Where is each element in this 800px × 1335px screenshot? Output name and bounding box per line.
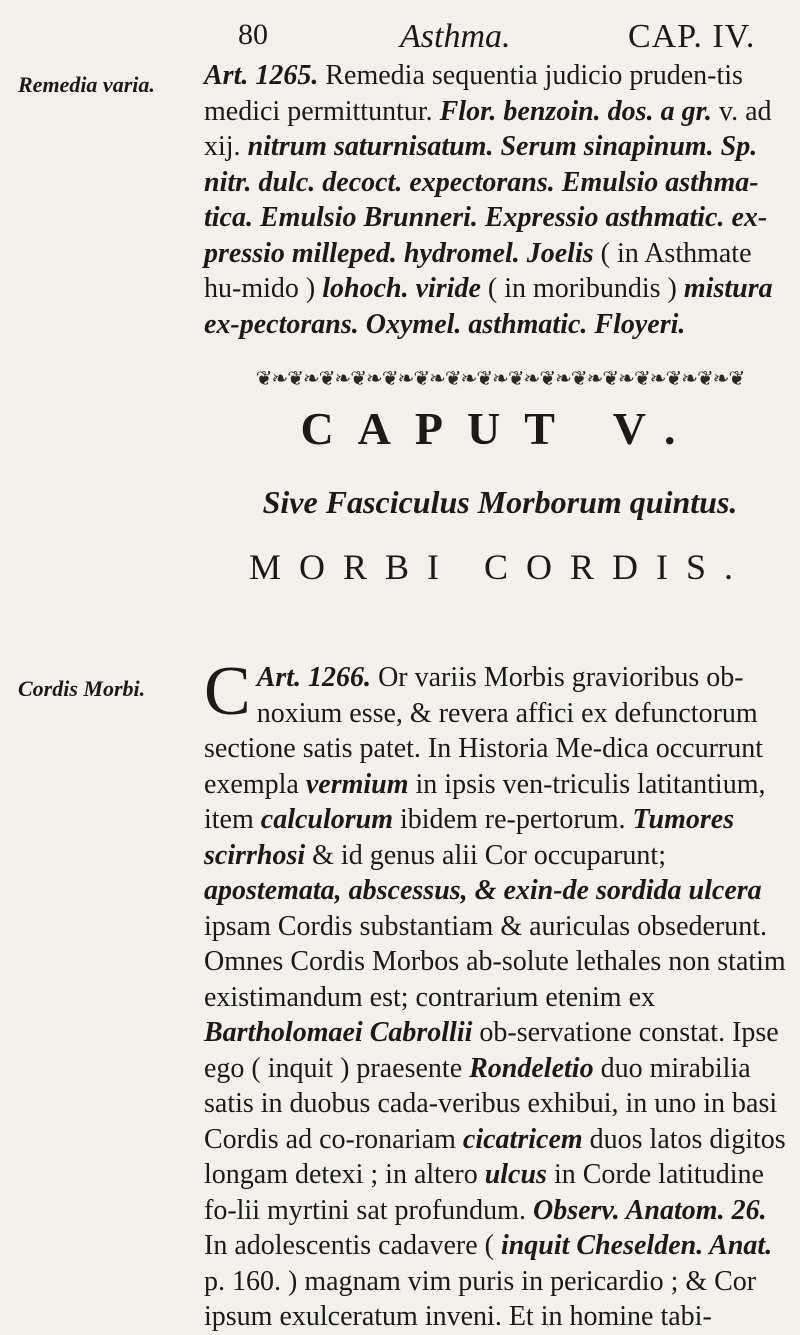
article-1265: Art. 1265. Remedia sequentia judicio pruden-tis medici permittuntur. Flor. benzoin. dos. a gr. v. ad xij. nitrum saturnisatum. Serum sinapinum. Sp. nitr. dulc. decoct. expectorans. Emulsio asthma-tica. Emulsio Brunneri. Expressio asthmatic. ex-pressio milleped. hydromel. Joelis ( in Asthmate hu-mido ) lohoch. viride ( in moribundis ) mistura ex-pectorans. Oxymel. asthmatic. Floyeri. [204,60,773,340]
margin-note-remedia: Remedia varia. [18,72,155,97]
chapter-label: CAP. IV. [628,18,756,55]
drop-cap: C [204,653,251,730]
article-label: Art. 1266. [256,662,372,693]
running-header [0,18,800,62]
page-number: 80 [238,18,268,51]
article-1266: Art. 1266. C Or variis Morbis gravioribus ob-noxium esse, & revera affici ex defunctorum sectione satis patet. In Historia Me-dica occurrunt exempla vermium in ipsis ven-triculis latitantium, item calculorum ibidem re-pertorum. Tumores scirrhosi & id genus alii Cor occuparunt; apostemata, abscessus, & exin-de sordida ulcera ipsam Cordis substantiam & auriculas obsederunt. Omnes Cordis Morbos ab-solute lethales non statim existimandum est; contrarium etenim ex Bartholomaei Cabrollii ob-servatione constat. Ipse ego ( inquit ) praesente Rondeletio duo mirabilia satis in duobus cada-veribus exhibui, in uno in basi Cordis ad co-ronariam cicatricem duos latos digitos longam detexi ; in altero ulcus in Corde latitudine fo-lii myrtini sat profundum. Observ. Anatom. 26. In adolescentis cadavere ( inquit Cheselden. Anat. p. 160. ) magnam vim puris in pericardio ; & Cor ipsum exulceratum inveni. Et in homine tabi- [204,653,786,1332]
chapter-heading: CAPUT V. [300,403,700,454]
section-title: MORBI CORDIS. [248,547,752,587]
ornamental-divider: ❦❧❦❧❦❧❦❧❦❧❦❧❦❧❦❧❦❧❦❧❦❧❦❧❦❧❦❧❦❧❦ [255,368,745,390]
running-title: Asthma. [400,18,511,55]
margin-note-cordis: Cordis Morbi. [18,676,146,701]
chapter-subtitle: Sive Fasciculus Morborum quintus. [262,484,738,520]
article-label: Art. 1265. [204,60,319,91]
